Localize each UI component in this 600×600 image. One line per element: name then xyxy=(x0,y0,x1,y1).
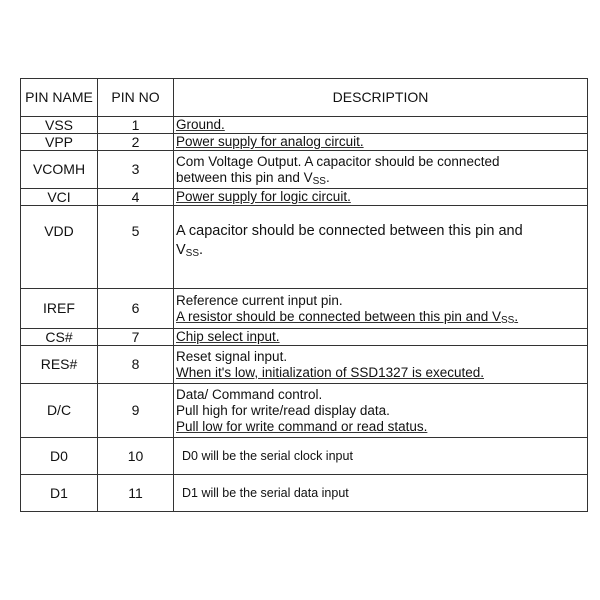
description-line: Data/ Command control. xyxy=(176,386,323,402)
pin-number: 1 xyxy=(98,117,174,134)
pin-description xyxy=(174,475,588,512)
description-line: Chip select input. xyxy=(176,329,280,344)
pin-name: CS# xyxy=(21,329,98,346)
subscript: SS xyxy=(312,175,326,187)
pin-row-cs xyxy=(21,329,588,346)
pin-name: VCI xyxy=(21,189,98,206)
description-line: D0 will be the serial clock input xyxy=(182,449,353,463)
pin-name: D1 xyxy=(21,475,98,512)
description-line: $V_{SS}$. xyxy=(176,242,204,259)
description-line: D1 will be the serial data input xyxy=(182,486,349,500)
pin-row-res xyxy=(21,346,588,384)
description-line: Com Voltage Output. A capacitor should be connected xyxy=(176,153,500,169)
pin-description xyxy=(174,134,588,151)
pin-row-vdd xyxy=(21,206,588,289)
pin-description xyxy=(174,206,588,289)
description-line: A capacitor should be connected between this pin and xyxy=(176,223,523,239)
pin-description xyxy=(174,289,588,329)
description-line: between this pin and $V_{SS}$. xyxy=(176,169,330,187)
pin-number: 5 xyxy=(98,206,174,289)
subscript: SS xyxy=(500,314,515,326)
pin-description xyxy=(174,384,588,438)
description-header: DESCRIPTION xyxy=(174,79,588,117)
pin-row-iref xyxy=(21,289,588,329)
pin-number: 7 xyxy=(98,329,174,346)
pin-number: 3 xyxy=(98,151,174,189)
pin-description xyxy=(174,438,588,475)
pin-name: VPP xyxy=(21,134,98,151)
subscript: SS xyxy=(185,248,200,259)
pin-description xyxy=(174,346,588,384)
pin-row-vss xyxy=(21,117,588,134)
pin-number: 11 xyxy=(98,475,174,512)
pin-description-table xyxy=(20,78,588,512)
pin-number: 10 xyxy=(98,438,174,475)
pin-number: 8 xyxy=(98,346,174,384)
description-line: Pull low for write command or read status. xyxy=(176,418,428,434)
description-line: Reference current input pin. xyxy=(176,292,343,308)
pin-name: VCOMH xyxy=(21,151,98,189)
pin-number: 6 xyxy=(98,289,174,329)
pin-name: RES# xyxy=(21,346,98,384)
description-line: Power supply for logic circuit. xyxy=(176,189,351,204)
pin-description xyxy=(174,189,588,206)
pin-row-d0 xyxy=(21,438,588,475)
pin-number: 9 xyxy=(98,384,174,438)
pin-row-dc xyxy=(21,384,588,438)
pin-row-vpp xyxy=(21,134,588,151)
description-line: Pull high for write/read display data. xyxy=(176,402,390,418)
description-line: Ground. xyxy=(176,117,225,132)
pin-name: VDD xyxy=(21,206,98,289)
pin-name: VSS xyxy=(21,117,98,134)
pin-description xyxy=(174,151,588,189)
description-line: A resistor should be connected between this pin and $V_{SS}$. xyxy=(176,308,519,326)
pin-no-header: PIN NO xyxy=(98,79,174,117)
pin-row-vci xyxy=(21,189,588,206)
description-line: Power supply for analog circuit. xyxy=(176,134,364,149)
pin-number: 2 xyxy=(98,134,174,151)
pin-row-d1 xyxy=(21,475,588,512)
header-row xyxy=(21,79,588,117)
pin-description xyxy=(174,117,588,134)
pin-row-vcomh xyxy=(21,151,588,189)
description-line: Reset signal input. xyxy=(176,348,288,364)
pin-name: IREF xyxy=(21,289,98,329)
pin-name: D/C xyxy=(21,384,98,438)
pin-name-header: PIN NAME xyxy=(21,79,98,117)
pin-description xyxy=(174,329,588,346)
description-line: When it's low, initialization of SSD1327 is executed. xyxy=(176,364,484,380)
pin-number: 4 xyxy=(98,189,174,206)
pin-name: D0 xyxy=(21,438,98,475)
